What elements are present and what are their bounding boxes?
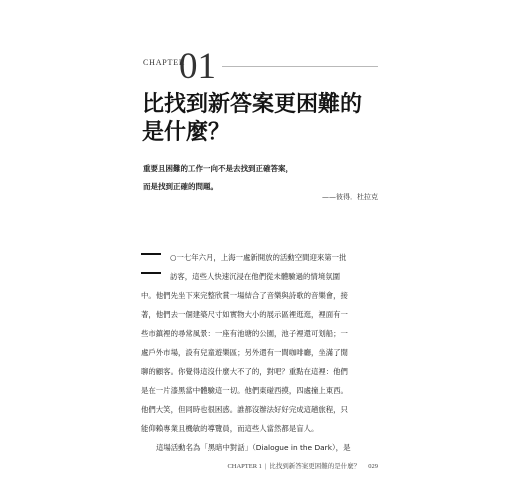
body-line: 這場活動名為「黑暗中對話」（Dialogue in the Dark），是 <box>156 443 351 452</box>
footer-separator: | <box>264 463 267 470</box>
body-line: 是在一片漆黑當中體驗這一切。他們東碰西摸，四處撞上東西。 <box>141 386 348 395</box>
body-line: 聊的顧客。你覺得這沒什麼大不了的，對吧？重點在這裡：他們 <box>141 367 348 376</box>
running-footer <box>0 461 378 470</box>
footer-title: 比找到新答案更困難的是什麼？ <box>269 463 361 470</box>
body-line: 他們大笑，但同時也很困惑。誰都沒辦法好好完成這趟旅程，只 <box>141 405 348 414</box>
chapter-number: 01 <box>179 46 216 87</box>
body-line: 能仰賴專業且機敏的導覽員，而這些人當然都是盲人。 <box>141 424 319 433</box>
page-number: 029 <box>368 463 378 470</box>
epigraph-line: 重要且困難的工作一向不是去找到正確答案， <box>143 164 293 173</box>
body-line: 些市鎮裡的尋常風景：一座有池塘的公園，池子裡還可划船；一 <box>141 329 348 338</box>
body-line: 著，他們去一個建築尺寸如實物大小的展示區裡逛逛，裡面有一 <box>141 310 348 319</box>
epigraph <box>143 160 383 196</box>
epigraph-line: 而是找到正確的問題。 <box>143 182 218 191</box>
body-line: ○一七年六月，上海一處新開放的活動空間迎來第一批 <box>170 253 347 262</box>
body-line: 中。他們先坐下來完整欣賞一場結合了音樂與詩歌的音樂會，接 <box>141 291 348 300</box>
chapter-title <box>142 91 362 147</box>
body-text <box>141 248 391 457</box>
footer-chapter: CHAPTER 1 <box>227 463 262 470</box>
chapter-rule <box>222 66 378 67</box>
chapter-title-line: 比找到新答案更困難的 <box>142 92 363 117</box>
body-line: 處戶外市場，設有兒童遊樂區；另外還有一間咖啡廳，坐滿了閒 <box>141 348 348 357</box>
chapter-title-line: 是什麼？ <box>142 120 231 145</box>
body-line: 訪客，這些人快速沉浸在他們從未體驗過的情境氛圍 <box>170 272 340 281</box>
epigraph-attribution: ——彼得．杜拉克 <box>322 193 378 201</box>
chapter-label: CHAPTER <box>143 58 186 67</box>
